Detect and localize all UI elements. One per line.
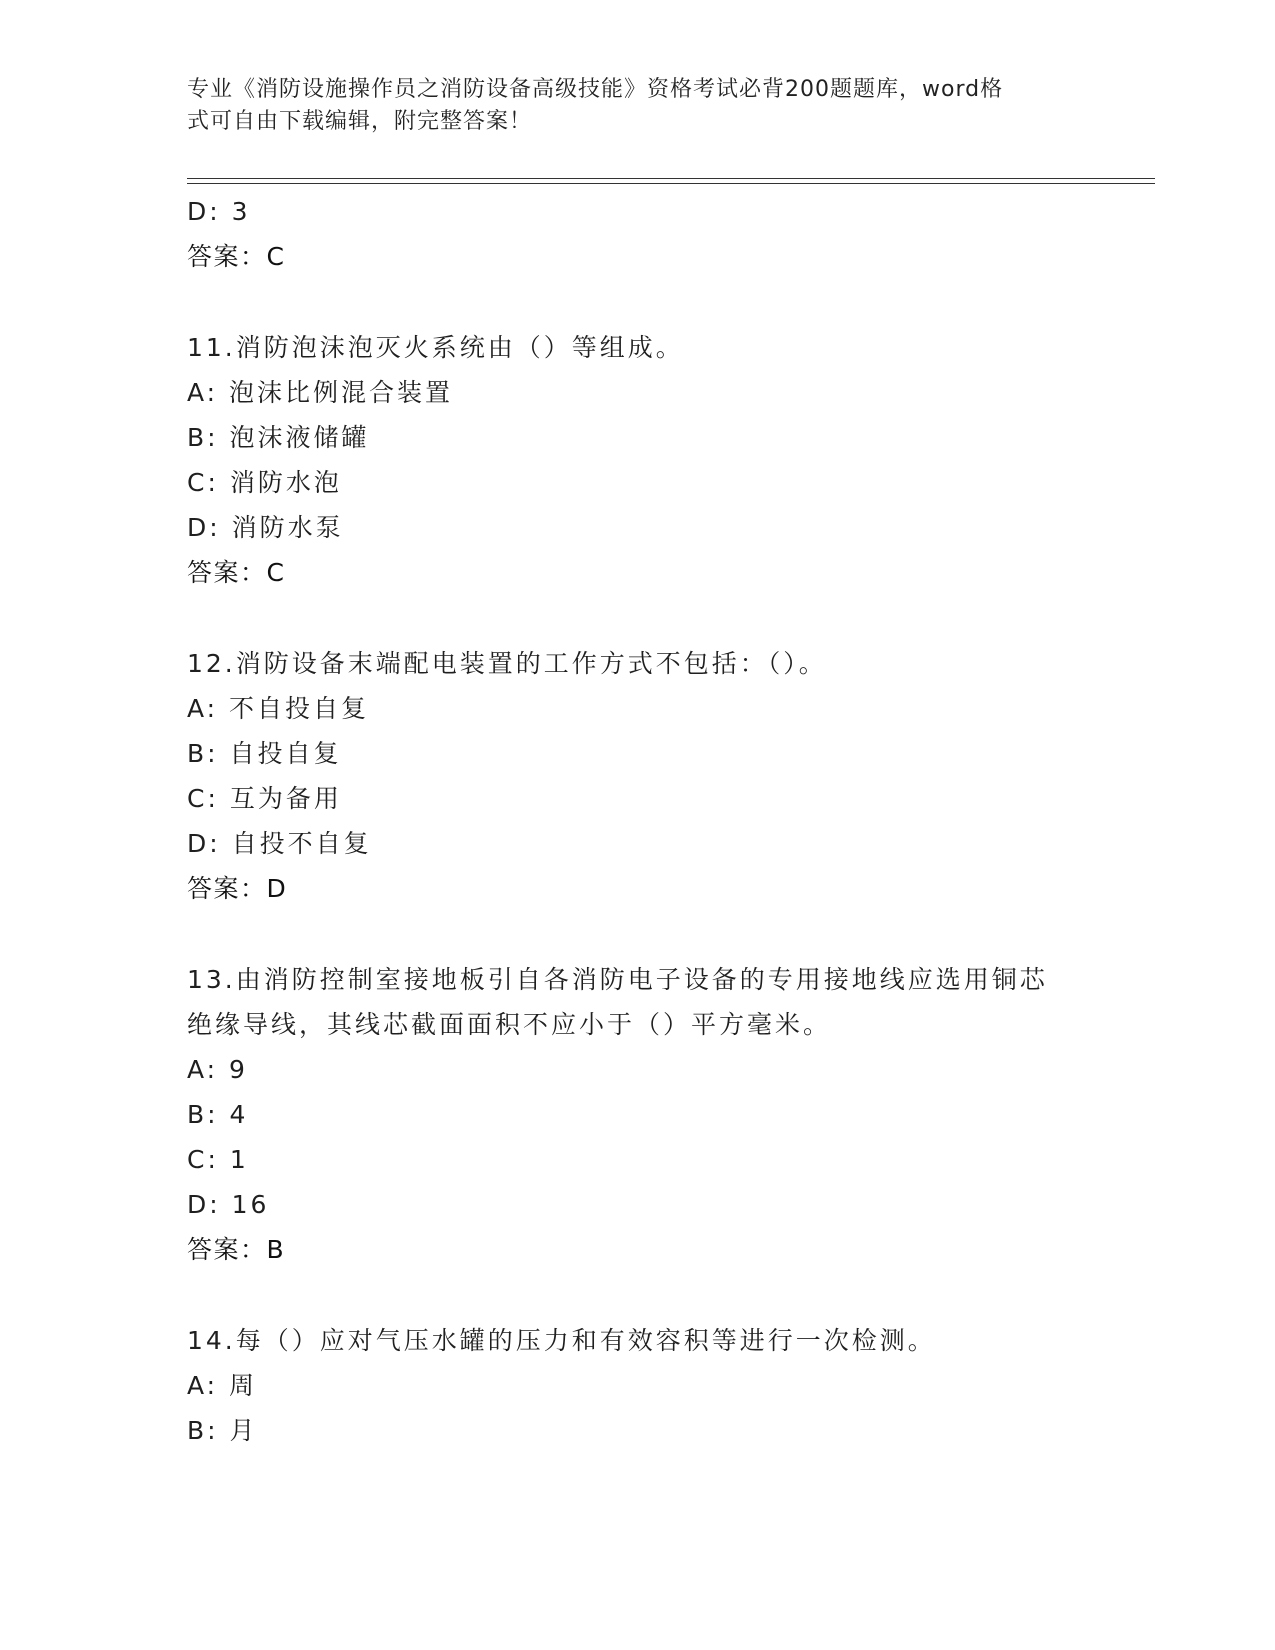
answer-line: 答案：C xyxy=(187,558,286,587)
option-b: B: 自投自复 xyxy=(187,739,342,768)
option-d: D: 16 xyxy=(187,1190,270,1219)
question-stem-line-2: 绝缘导线，其线芯截面面积不应小于（）平方毫米。 xyxy=(187,1010,832,1039)
option-c: C: 1 xyxy=(187,1145,249,1174)
question-stem: 12.消防设备末端配电装置的工作方式不包括：（）。 xyxy=(187,649,827,678)
option-d: D: 消防水泵 xyxy=(187,513,344,542)
question-12 xyxy=(187,641,1087,911)
question-11 xyxy=(187,325,1087,595)
header-divider-top xyxy=(187,178,1155,179)
option-b: B: 月 xyxy=(187,1416,258,1445)
option-a: A: 9 xyxy=(187,1055,248,1084)
option-b: B: 泡沫液储罐 xyxy=(187,423,370,452)
option-b: B: 4 xyxy=(187,1100,249,1129)
question-list xyxy=(187,189,1087,1453)
question-14 xyxy=(187,1318,1087,1453)
option-d: D: 3 xyxy=(187,197,251,226)
option-a: A: 周 xyxy=(187,1371,258,1400)
header-divider-bottom xyxy=(187,183,1155,184)
option-a: A: 不自投自复 xyxy=(187,694,370,723)
answer-line: 答案：D xyxy=(187,874,288,903)
question-stem-line-1: 13.由消防控制室接地板引自各消防电子设备的专用接地线应选用铜芯 xyxy=(187,965,1048,994)
option-a: A: 泡沫比例混合装置 xyxy=(187,378,454,407)
option-c: C: 消防水泡 xyxy=(187,468,342,497)
question-stem: 11.消防泡沫泡灭火系统由（）等组成。 xyxy=(187,333,684,362)
answer-line: 答案：C xyxy=(187,242,286,271)
option-d: D: 自投不自复 xyxy=(187,829,372,858)
header-line-1: 专业《消防设施操作员之消防设备高级技能》资格考试必背200题题库，word格 xyxy=(187,77,1004,102)
document-header xyxy=(187,74,1067,138)
option-c: C: 互为备用 xyxy=(187,784,342,813)
header-line-2: 式可自由下载编辑，附完整答案！ xyxy=(187,109,533,134)
answer-line: 答案：B xyxy=(187,1235,286,1264)
question-13 xyxy=(187,957,1087,1272)
previous-question-tail xyxy=(187,189,1087,279)
question-stem: 14.每（）应对气压水罐的压力和有效容积等进行一次检测。 xyxy=(187,1326,936,1355)
